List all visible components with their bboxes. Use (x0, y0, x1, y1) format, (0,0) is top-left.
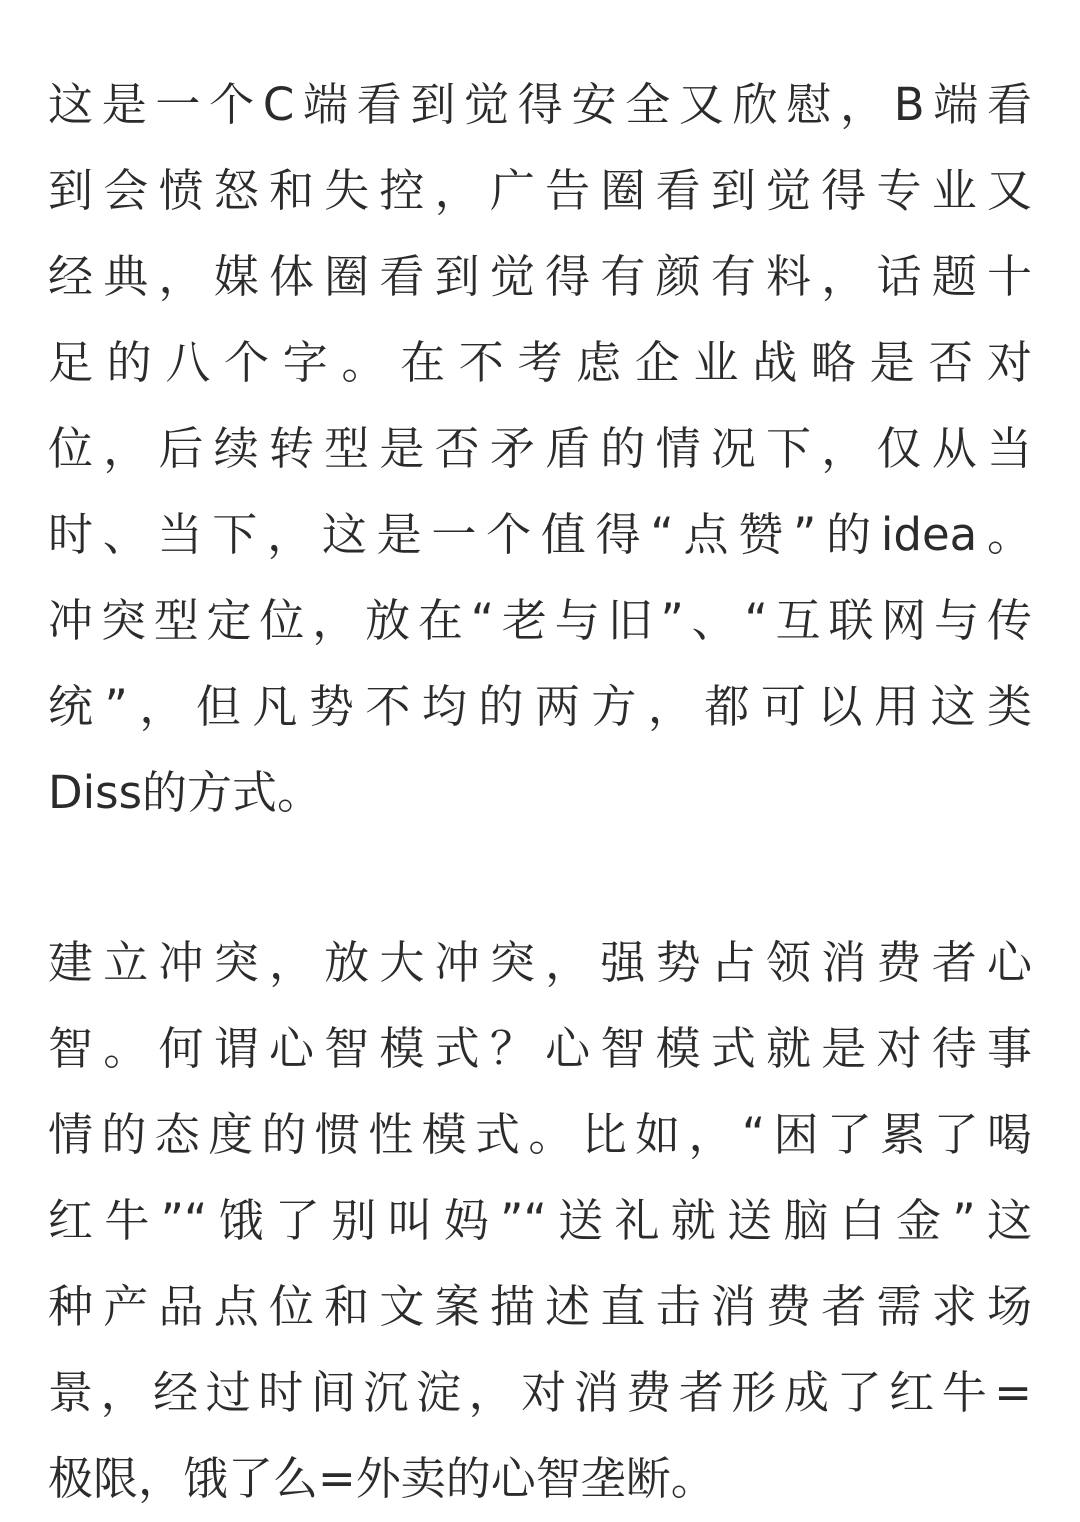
paragraph-spacer (48, 836, 1032, 920)
text-line: 情的态度的惯性模式。比如，“困了累了喝 (48, 1108, 1032, 1161)
text-line: 极限，饿了么=外卖的心智垄断。 (48, 1452, 716, 1505)
text-line: 统”，但凡势不均的两方，都可以用这类 (48, 680, 1032, 733)
text-line: 种产品点位和文案描述直击消费者需求场 (48, 1280, 1032, 1333)
text-line: 红牛”“饿了别叫妈”“送礼就送脑白金”这 (48, 1194, 1032, 1247)
text-line: 建立冲突，放大冲突，强势占领消费者心 (48, 936, 1032, 989)
text-line: 智。何谓心智模式？心智模式就是对待事 (48, 1022, 1032, 1075)
text-line: 景，经过时间沉淀，对消费者形成了红牛= (48, 1366, 1032, 1419)
text-line: 冲突型定位，放在“老与旧”、“互联网与传 (48, 594, 1032, 647)
paragraph-2 (48, 920, 1032, 1522)
text-line: Diss的方式。 (48, 766, 323, 819)
article-body (48, 62, 1032, 1522)
text-line: 到会愤怒和失控，广告圈看到觉得专业又 (48, 164, 1032, 217)
text-line: 经典，媒体圈看到觉得有颜有料，话题十 (48, 250, 1032, 303)
text-line: 时、当下，这是一个值得“点赞”的idea。 (48, 508, 1032, 561)
text-line: 这是一个C端看到觉得安全又欣慰，B端看 (48, 78, 1032, 131)
text-line: 足的八个字。在不考虑企业战略是否对 (48, 336, 1032, 389)
paragraph-1 (48, 62, 1032, 836)
text-line: 位，后续转型是否矛盾的情况下，仅从当 (48, 422, 1032, 475)
